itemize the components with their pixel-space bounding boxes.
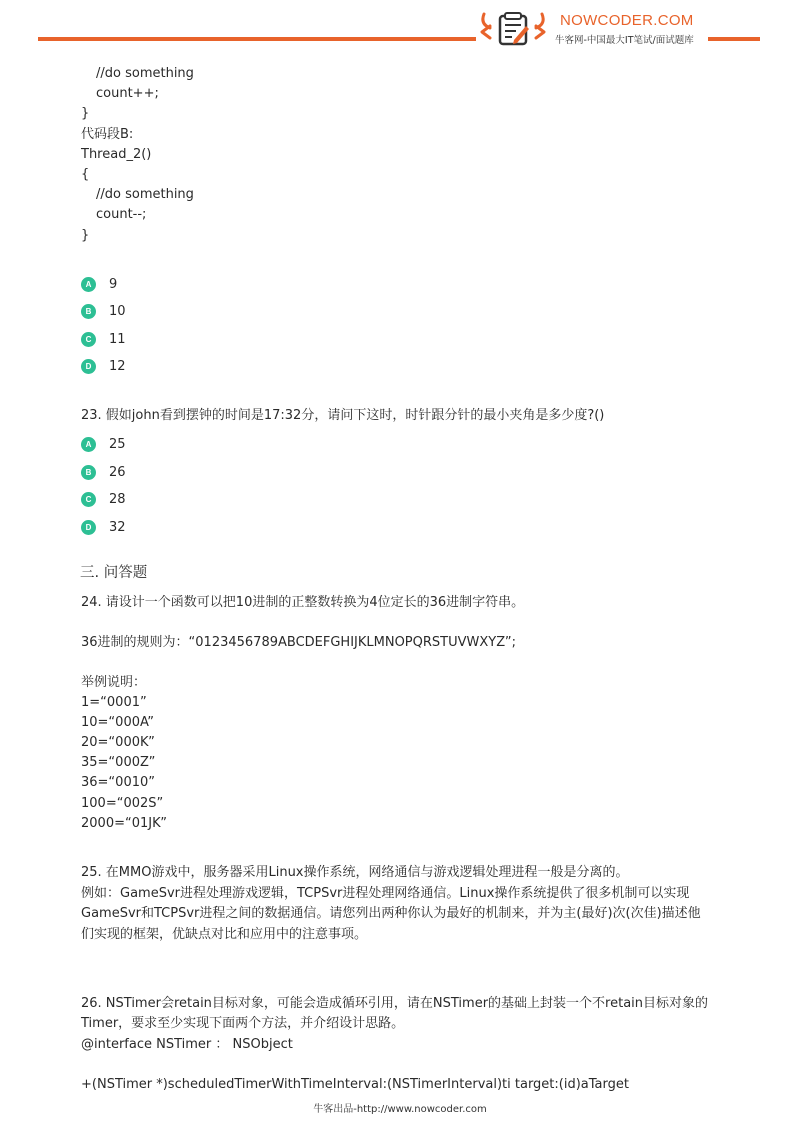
q26-code: +(NSTimer *)scheduledTimerWithTimeInterval:(NSTimerInterval)ti target:(id)aTarget: [81, 1077, 629, 1092]
brand-name[interactable]: NOWCODER.COM: [560, 12, 694, 29]
code-line: //do something: [96, 187, 194, 202]
q25-text: 例如：GameSvr进程处理游戏逻辑，TCPSvr进程处理网络通信。Linux操作系统提供了很多机制可以实现: [81, 886, 690, 901]
q26-text: Timer，要求至少实现下面两个方法，并介绍设计思路。: [81, 1016, 405, 1031]
option-c[interactable]: [81, 490, 126, 508]
q25-text: 们实现的框架，优缺点对比和应用中的注意事项。: [81, 927, 368, 942]
option-letter-badge: B: [81, 465, 96, 480]
option-c[interactable]: [81, 330, 126, 348]
code-line: count++;: [96, 86, 159, 101]
option-letter-badge: C: [81, 332, 96, 347]
q24-example: 10=“000A”: [81, 715, 155, 730]
option-letter-badge: B: [81, 304, 96, 319]
option-letter-badge: A: [81, 277, 96, 292]
option-text: 28: [109, 491, 126, 507]
option-text: 26: [109, 464, 126, 480]
option-text: 10: [109, 303, 126, 319]
code-line: Thread_2(): [81, 147, 152, 162]
code-line: //do something: [96, 66, 194, 81]
header-rule-left: [38, 37, 476, 41]
q24-example-title: 举例说明：: [81, 675, 147, 690]
q24-example: 35=“000Z”: [81, 755, 156, 770]
option-a[interactable]: [81, 275, 117, 293]
header-rule-right: [708, 37, 760, 41]
option-d[interactable]: [81, 357, 126, 375]
question-23: 23. 假如john看到摆钟的时间是17:32分，请问下这时，时针跟分针的最小夹角是多少度?(): [81, 408, 605, 423]
option-text: 25: [109, 436, 126, 452]
code-line: }: [81, 106, 90, 121]
code-line: }: [81, 228, 90, 243]
nowcoder-logo-icon: [478, 6, 548, 46]
brand-tagline: 牛客网-中国最大IT笔试/面试题库: [555, 35, 694, 46]
code-line: count--;: [96, 207, 147, 222]
q24-example: 1=“0001”: [81, 695, 147, 710]
option-b[interactable]: [81, 302, 126, 320]
option-letter-badge: D: [81, 359, 96, 374]
option-a[interactable]: [81, 435, 126, 453]
q24-example: 100=“002S”: [81, 796, 164, 811]
question-25: 25. 在MMO游戏中，服务器采用Linux操作系统，网络通信与游戏逻辑处理进程一般是分离的。: [81, 865, 629, 880]
section-title: 三. 问答题: [80, 565, 148, 581]
option-text: 12: [109, 358, 126, 374]
q26-code: @interface NSTimer ： NSObject: [81, 1037, 293, 1052]
option-text: 9: [109, 276, 118, 292]
q24-example: 36=“0010”: [81, 775, 155, 790]
option-text: 32: [109, 519, 126, 535]
q24-example: 2000=“01JK”: [81, 816, 167, 831]
code-label-b: 代码段B:: [81, 127, 134, 142]
option-text: 11: [109, 331, 126, 347]
page-footer: 牛客出品-http://www.nowcoder.com: [313, 1104, 487, 1115]
q24-rule: 36进制的规则为：“0123456789ABCDEFGHIJKLMNOPQRSTUVWXYZ”;: [81, 635, 517, 650]
option-letter-badge: D: [81, 520, 96, 535]
q24-example: 20=“000K”: [81, 735, 155, 750]
question-24: 24. 请设计一个函数可以把10进制的正整数转换为4位定长的36进制字符串。: [81, 595, 525, 610]
question-26: 26. NSTimer会retain目标对象，可能会造成循环引用，请在NSTimer的基础上封装一个不retain目标对象的: [81, 996, 709, 1011]
option-letter-badge: A: [81, 437, 96, 452]
option-letter-badge: C: [81, 492, 96, 507]
option-b[interactable]: [81, 463, 126, 481]
option-d[interactable]: [81, 518, 126, 536]
q25-text: GameSvr和TCPSvr进程之间的数据通信。请您列出两种你认为最好的机制来，并为主(最好)次(次佳)描述他: [81, 906, 701, 921]
code-line: {: [81, 167, 90, 182]
